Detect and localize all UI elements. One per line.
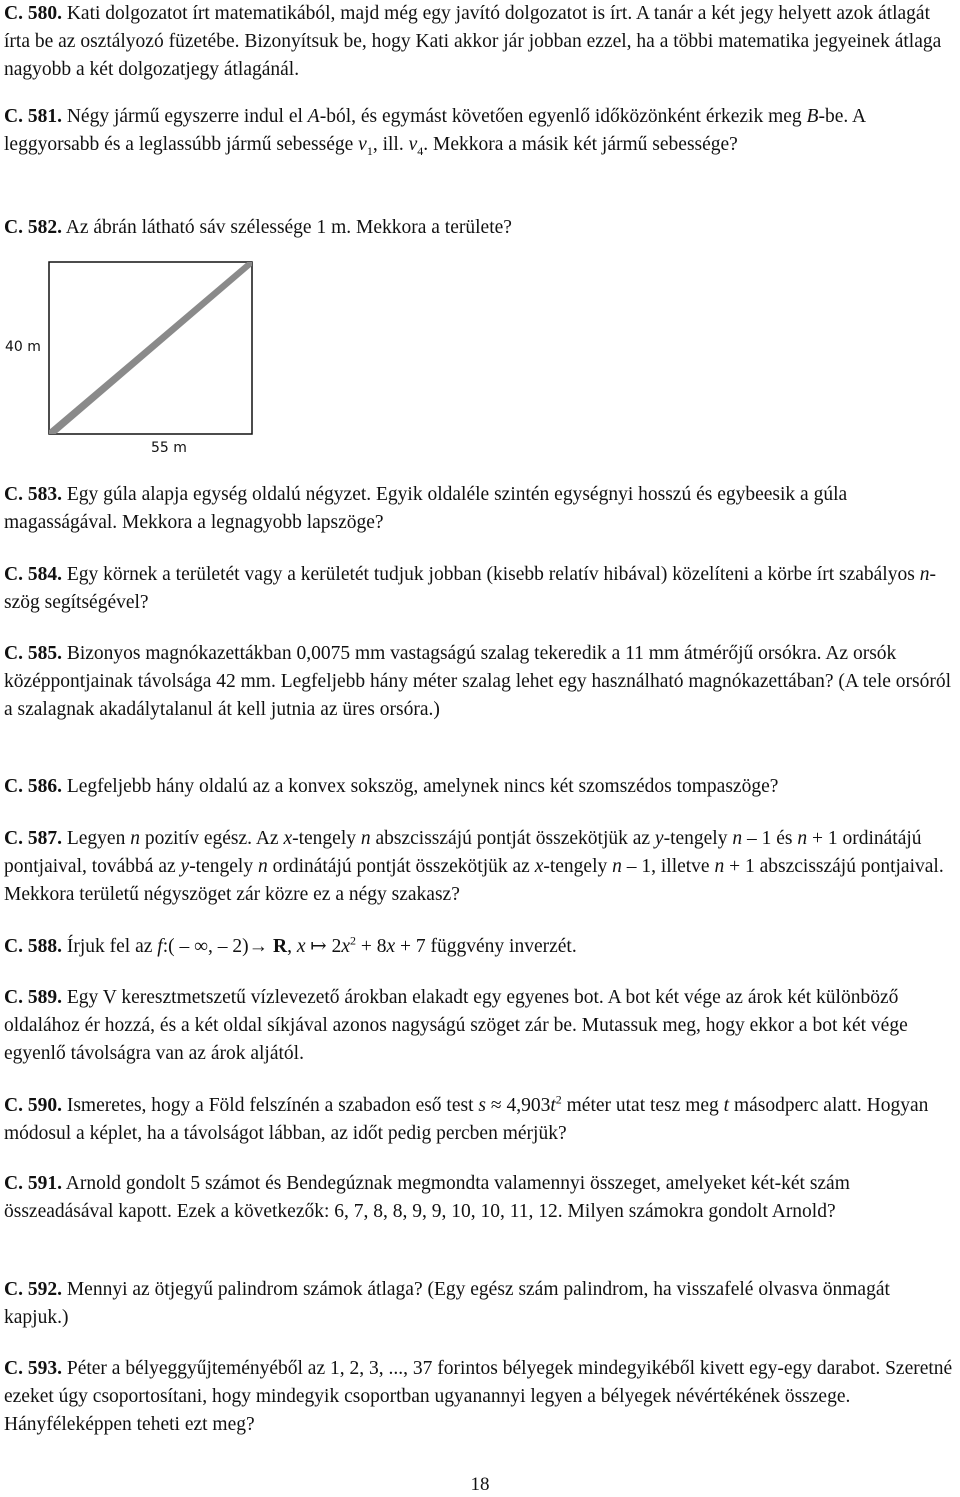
problem-text: Legfeljebb hány oldalú az a konvex sokszög, amelynek nincs két szomszédos tompaszöge? (66, 776, 779, 797)
problem-text: Péter a bélyeggyűjteményéből az 1, 2, 3, ..., 37 forintos bélyegek mindegyikéből kivett egy-egy darabot. Szeretné ezeket úgy csoportosítani, hogy mindegyik csoportban ugyanannyi legyen a bélyegek névértékének összege. Hányféleképpen teheti ezt meg? (4, 1358, 953, 1435)
text-run: Írjuk fel az (66, 936, 158, 957)
problem-583 (4, 481, 956, 537)
problem-number: C. 580. (4, 3, 62, 24)
subscript: 4 (417, 143, 424, 158)
text-run: méter utat tesz meg (561, 1095, 724, 1116)
math-var: n (714, 856, 725, 877)
problem-text: Az ábrán látható sáv szélessége 1 m. Mekkora a területe? (65, 217, 512, 238)
problem-580 (4, 0, 956, 84)
math-var: A (307, 106, 320, 127)
problem-text: Egy gúla alapja egység oldalú négyzet. Egyik oldaléle szintén egységnyi hosszú és egybeesik a gúla magasságával. Mekkora a legnagyobb lapszöge? (4, 484, 848, 533)
math-var: y (654, 828, 664, 849)
text-run: -ból, és egymást követően egyenlő időközönként érkezik meg (319, 106, 807, 127)
math-var: n (257, 856, 268, 877)
problem-number: C. 590. (4, 1095, 62, 1116)
problem-number: C. 588. (4, 936, 62, 957)
problem-number: C. 586. (4, 776, 62, 797)
strip-figure (4, 258, 264, 468)
problem-text: Arnold gondolt 5 számot és Bendegúznak megmondta valamennyi összeget, amelyeket két-két szám összeadásával kapott. Ezek a következők: 6, 7, 8, 8, 9, 9, 10, 10, 11, 12. Milyen számokra gondolt Arnold? (4, 1173, 850, 1222)
math-var: n (732, 828, 743, 849)
text-run: -tengely (189, 856, 258, 877)
problem-number: C. 581. (4, 106, 62, 127)
problem-587 (4, 825, 956, 909)
math-var: t (723, 1095, 730, 1116)
problem-590 (4, 1092, 956, 1148)
math-var: f (157, 936, 163, 957)
problem-number: C. 591. (4, 1173, 62, 1194)
math-var: x (341, 936, 350, 957)
subscript: 1 (366, 143, 373, 158)
text-run: + 8 (356, 936, 387, 957)
text-run: abszcisszájú pontját összekötjük az (370, 828, 655, 849)
text-run: másodperc alatt. Hogyan módosul a képlet, ha a távolságot lábban, az időt pedig percben mérjük? (4, 1095, 929, 1144)
problem-number: C. 583. (4, 484, 62, 505)
math-var: n (919, 564, 930, 585)
math-var: B (806, 106, 819, 127)
text-run: -tengely (543, 856, 613, 877)
problem-number: C. 593. (4, 1358, 62, 1379)
math-var: n (360, 828, 371, 849)
text-run: . Mekkora a másik két jármű sebessége? (423, 134, 738, 155)
text-run: – 1 és (742, 828, 798, 849)
math-var: t (550, 1095, 556, 1116)
text-run: -tengely (292, 828, 361, 849)
text-run: -tengely (663, 828, 733, 849)
problem-593 (4, 1355, 956, 1439)
problem-584 (4, 561, 956, 617)
text-run: , ill. (372, 134, 409, 155)
problem-585 (4, 640, 956, 724)
superscript: 2 (350, 933, 356, 948)
math-var: s (478, 1095, 486, 1116)
problem-581 (4, 103, 956, 159)
text-run: Egy körnek a területét vagy a kerületét tudjuk jobban (kisebb relatív hibával) közelíteni a körbe írt szabályos (66, 564, 920, 585)
problem-589 (4, 984, 956, 1068)
text-run: Négy jármű egyszerre indul el (66, 106, 308, 127)
problem-592 (4, 1276, 956, 1332)
width-label: 55 m (151, 440, 187, 456)
text-run: ↦ 2 (305, 936, 342, 957)
text-run: + 1 ordinátájú pontjaival, továbbá az (4, 828, 922, 877)
problem-text: Bizonyos magnókazettákban 0,0075 mm vastagságú szalag tekeredik a 11 mm átmérőjű orsókra. Az orsók középpontjainak távolsága 42 mm. Legfeljebb hány méter szalag lehet egy használható magnókazettában? (A tele orsóról a szalagnak akadálytalanul át kell jutnia az üres orsóra.) (4, 643, 952, 720)
problem-number: C. 585. (4, 643, 62, 664)
math-var: n (612, 856, 622, 877)
text-run: -be. A leggyorsabb és a leglassúbb jármű sebessége (4, 106, 866, 155)
superscript: 2 (555, 1092, 562, 1107)
problem-text: Egy V keresztmetszetű vízlevezető árokban elakadt egy egyenes bot. A bot két vége az árok két különböző oldalához ér hozzá, és a két oldal síkjával azonos nagyságú szöget zár be. Mutassuk meg, hogy ekkor a bot két vége egyenlő távolságra van az árok aljától. (4, 987, 908, 1064)
text-run: pozitív egész. Az (139, 828, 284, 849)
rectangle-strip-diagram (4, 258, 264, 468)
text-run: + 1 abszcisszájú pontjaival. Mekkora területű négyszöget zár közre ez a négy szakasz? (4, 856, 944, 905)
problem-582 (4, 214, 956, 242)
problem-number: C. 582. (4, 217, 62, 238)
problem-586 (4, 773, 956, 801)
math-var: n (797, 828, 808, 849)
math-var: x (534, 856, 544, 877)
math-var: x (296, 936, 306, 957)
page-number: 18 (470, 1474, 490, 1495)
text-run: + 7 függvény inverzét. (395, 936, 577, 957)
math-var: x (386, 936, 396, 957)
problem-588 (4, 933, 956, 961)
text-run: Legyen (66, 828, 131, 849)
text-run: -szög segítségével? (4, 564, 936, 613)
math-var: v (358, 134, 367, 155)
diagonal-strip (49, 262, 252, 434)
math-var: y (180, 856, 190, 877)
problem-number: C. 592. (4, 1279, 62, 1300)
text-run: Ismeretes, hogy a Föld felszínén a szabadon eső test (66, 1095, 479, 1116)
text-run: , (287, 936, 297, 957)
text-run: ≈ 4,903 (486, 1095, 551, 1116)
problem-text: Mennyi az ötjegyű palindrom számok átlaga? (Egy egész szám palindrom, ha visszafelé olvasva önmagát kapjuk.) (4, 1279, 890, 1328)
text-run: – 1, illetve (621, 856, 715, 877)
text-run: ordinátájú pontját összekötjük az (267, 856, 535, 877)
height-label: 40 m (5, 339, 41, 355)
math-var: x (283, 828, 293, 849)
problem-text: Kati dolgozatot írt matematikából, majd még egy javító dolgozatot is írt. A tanár a két jegy helyett azok átlagát írta be az osztályozó füzetébe. Bizonyítsuk be, hogy Kati akkor jár jobban ezzel, ha a többi matematika jegyeinek átlaga nagyobb a két dolgozatjegy átlagánál. (4, 3, 942, 80)
text-run: :( – ∞, – 2)→ (162, 936, 273, 957)
math-var: v (408, 134, 418, 155)
problem-number: C. 589. (4, 987, 62, 1008)
reals-symbol: R (273, 936, 288, 957)
problem-number: C. 587. (4, 828, 62, 849)
math-var: n (130, 828, 140, 849)
problem-591 (4, 1170, 956, 1226)
problem-number: C. 584. (4, 564, 62, 585)
